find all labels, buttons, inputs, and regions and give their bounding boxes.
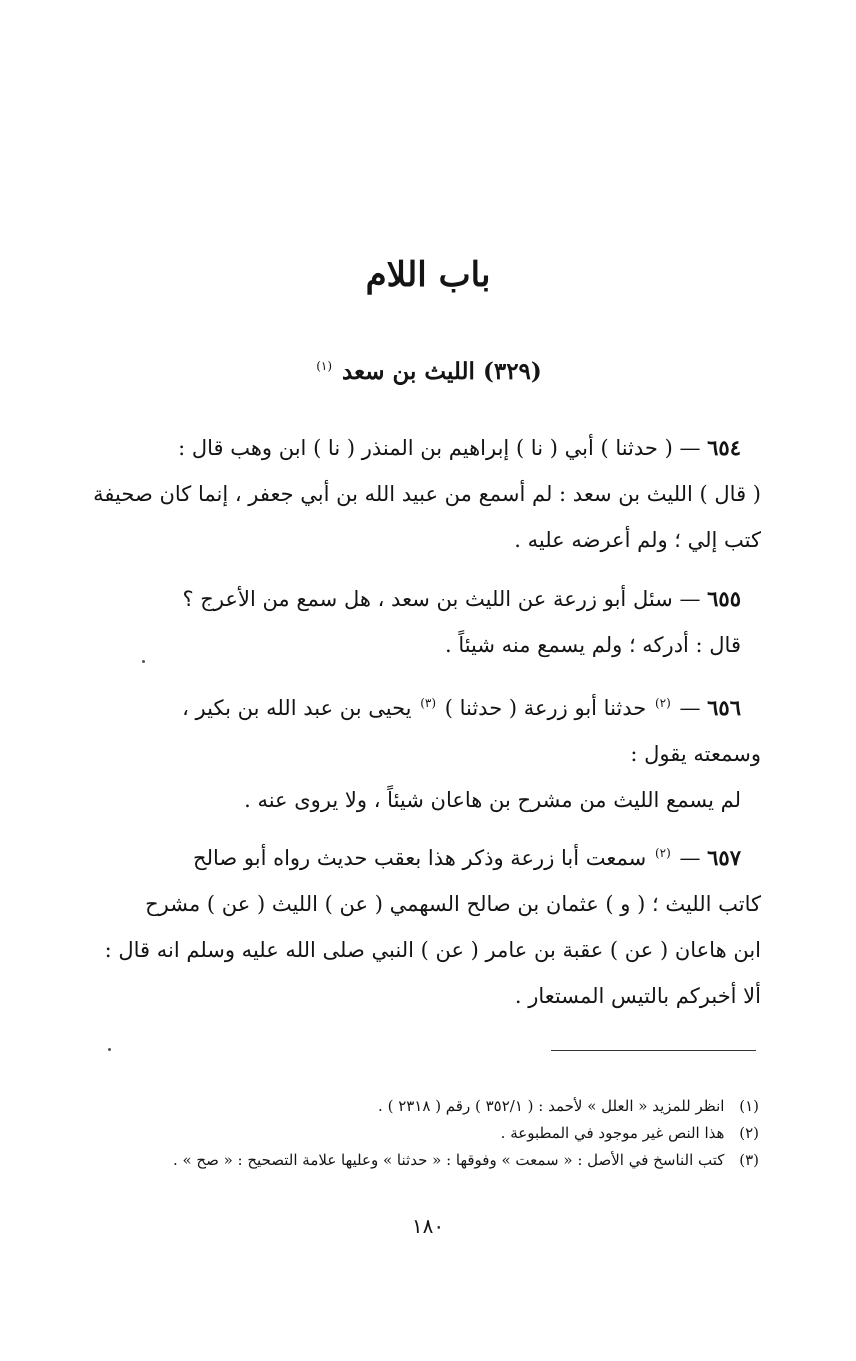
entry-text: يحيى بن عبد الله بن بكير ، xyxy=(182,696,412,720)
entry-line: وسمعته يقول : xyxy=(630,742,761,766)
entry-line xyxy=(91,576,761,622)
footnote-marker: (٣) xyxy=(739,1151,759,1169)
footnote-marker: (٢) xyxy=(739,1124,759,1142)
entry-line xyxy=(91,830,761,881)
footnote-ref: (٢) xyxy=(654,696,671,710)
hadith-entry-655 xyxy=(91,576,761,668)
footnote-text: هذا النص غير موجود في المطبوعة . xyxy=(500,1124,725,1142)
entry-text: ( حدثنا ) أبي ( نا ) إبراهيم بن المنذر ( نا ) ابن وهب قال : xyxy=(178,436,673,460)
entry-heading-text: (٣٢٩) الليث بن سعد xyxy=(342,358,542,385)
footnote-ref: (٣) xyxy=(420,696,437,710)
entry-line: لم يسمع الليث من مشرح بن هاعان شيئاً ، ولا يروى عنه . xyxy=(244,788,741,812)
entry-text: سئل أبو زرعة عن الليث بن سعد ، هل سمع من الأعرج ؟ xyxy=(182,587,673,611)
entry-text: حدثنا أبو زرعة ( حدثنا ) xyxy=(444,696,647,720)
footnote-item xyxy=(79,1120,759,1147)
scan-speck xyxy=(142,660,145,663)
entry-line: ألا أخبركم بالتيس المستعار . xyxy=(514,984,761,1008)
footnote-item xyxy=(79,1147,759,1174)
entry-heading xyxy=(0,358,856,385)
footnote-marker: (١) xyxy=(739,1097,759,1115)
entry-number: ٦٥٧ xyxy=(707,845,741,870)
entry-line: قال : أدركه ؛ ولم يسمع منه شيئاً . xyxy=(444,633,741,657)
entry-line xyxy=(91,425,761,471)
entry-line: كاتب الليث ؛ ( و ) عثمان بن صالح السهمي ( عن ) الليث ( عن ) مشرح xyxy=(145,892,761,916)
footnote-item xyxy=(79,1093,759,1120)
entry-number: ٦٥٥ xyxy=(707,586,741,611)
hadith-entry-657 xyxy=(91,830,761,1019)
entry-dash: — xyxy=(679,587,701,611)
footnote-ref: (١) xyxy=(316,359,333,374)
footnote-divider xyxy=(551,1050,756,1051)
hadith-entry-656 xyxy=(91,680,761,823)
page-number: ١٨٠ xyxy=(411,1214,445,1238)
entry-dash: — xyxy=(679,436,701,460)
scan-speck xyxy=(108,1048,111,1051)
chapter-title: باب اللام xyxy=(365,255,491,295)
entry-dash: — xyxy=(679,696,701,720)
entry-line: ابن هاعان ( عن ) عقبة بن عامر ( عن ) النبي صلى الله عليه وسلم انه قال : xyxy=(104,938,761,962)
footnote-text: كتب الناسخ في الأصل : « سمعت » وفوقها : « حدثنا » وعليها علامة التصحيح : « صح » . xyxy=(172,1151,725,1169)
hadith-entry-654 xyxy=(91,425,761,563)
entry-line: كتب إلي ؛ ولم أعرضه عليه . xyxy=(514,528,761,552)
entry-text: سمعت أبا زرعة وذكر هذا بعقب حديث رواه أبو صالح xyxy=(193,846,647,870)
footnote-text: انظر للمزيد « العلل » لأحمد : ( ٣٥٢/١ ) رقم ( ٢٣١٨ ) . xyxy=(378,1097,725,1115)
entry-dash: — xyxy=(679,846,701,870)
entry-line xyxy=(91,680,761,731)
entry-line: ( قال ) الليث بن سعد : لم أسمع من عبيد الله بن أبي جعفر ، إنما كان صحيفة xyxy=(93,482,761,506)
entry-number: ٦٥٦ xyxy=(707,695,741,720)
entry-number: ٦٥٤ xyxy=(707,435,741,460)
footnote-ref: (٢) xyxy=(654,846,671,860)
footnotes xyxy=(79,1093,759,1174)
